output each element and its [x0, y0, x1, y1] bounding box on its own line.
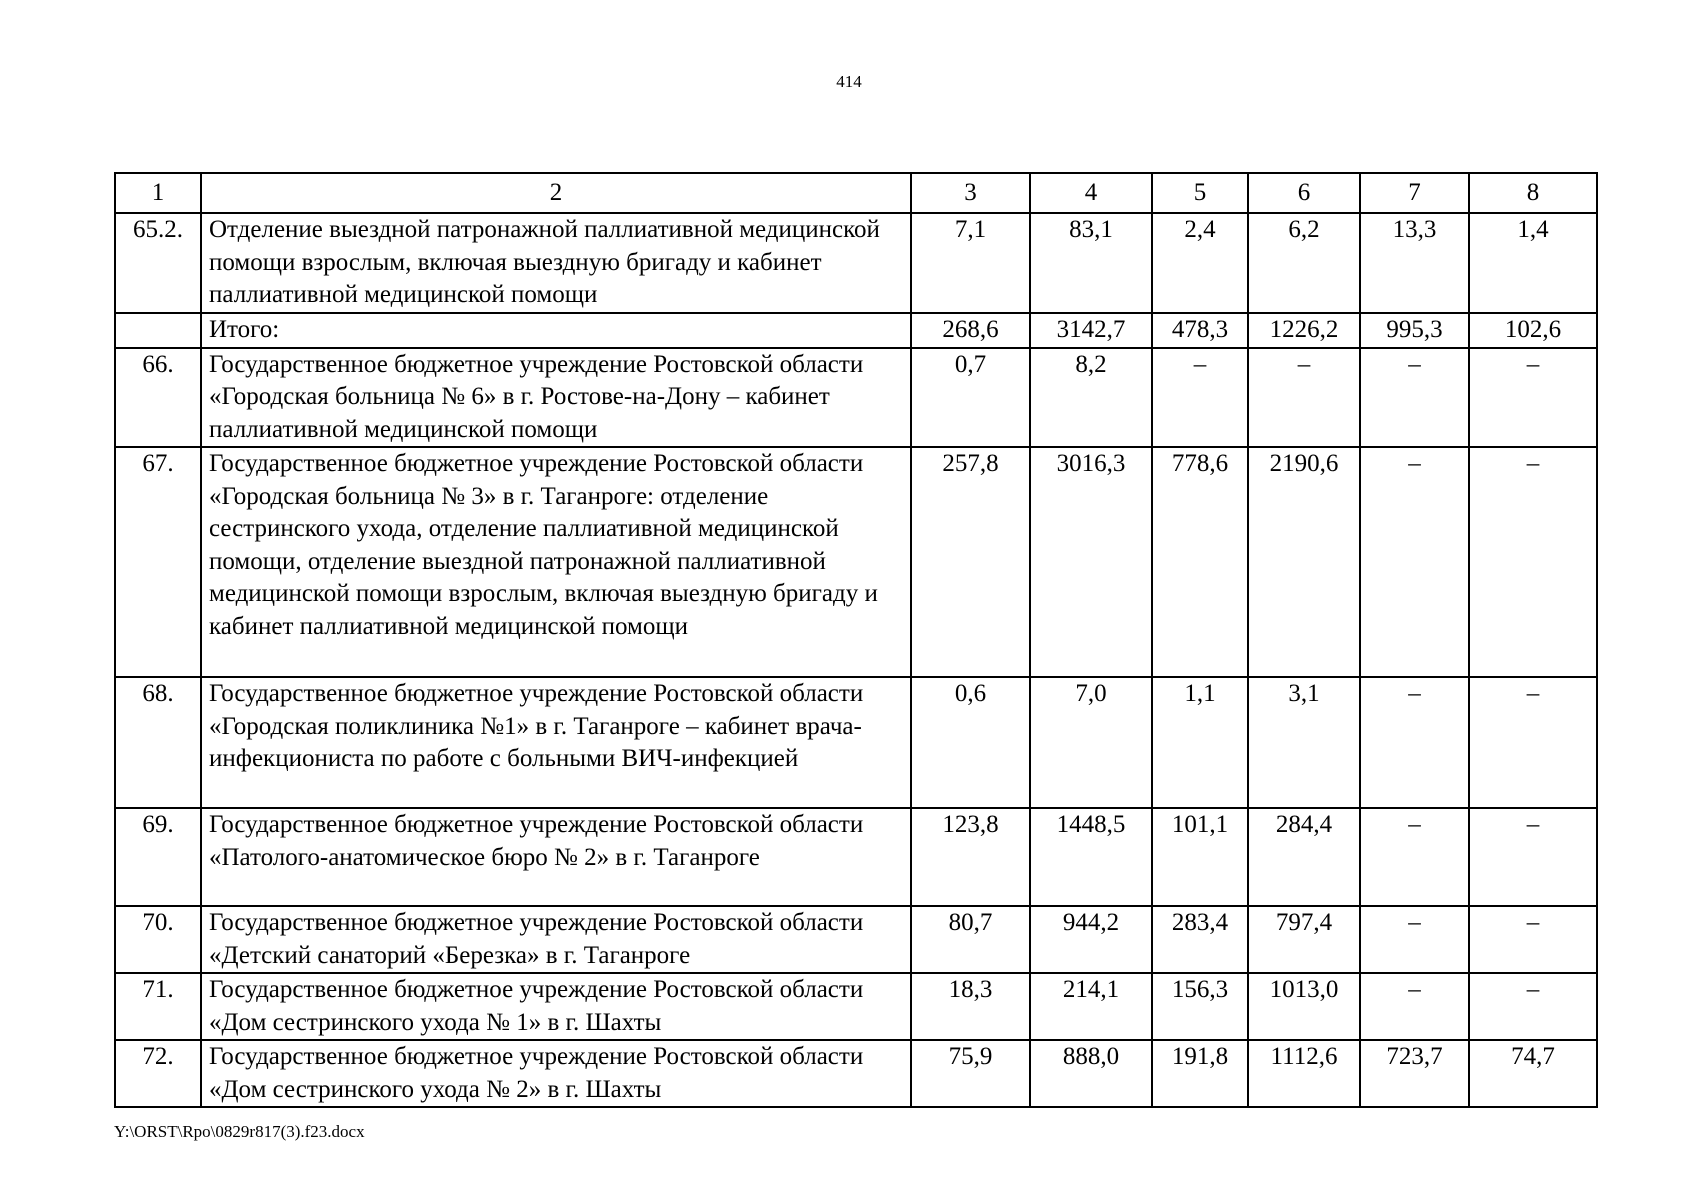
row-name: Отделение выездной патронажной паллиативной медицинской помощи взрослым, включая выездную бригаду и кабинет паллиативной медицинской помощи — [201, 213, 911, 313]
value-cell: – — [1469, 808, 1597, 906]
row-number: 69. — [115, 808, 201, 906]
data-table — [114, 172, 1598, 1108]
value-cell: 1,1 — [1152, 677, 1248, 808]
row-number: 67. — [115, 447, 201, 677]
table-row — [115, 313, 1597, 348]
value-cell: 944,2 — [1030, 906, 1152, 973]
table-row — [115, 808, 1597, 906]
header-cell: 6 — [1248, 173, 1360, 213]
table-row — [115, 348, 1597, 448]
value-cell: 75,9 — [911, 1040, 1030, 1107]
value-cell: 7,0 — [1030, 677, 1152, 808]
value-cell: 778,6 — [1152, 447, 1248, 677]
footer-file-path: Y:\ORST\Rpo\0829r817(3).f23.docx — [114, 1122, 365, 1141]
value-cell: 1013,0 — [1248, 973, 1360, 1040]
value-cell: 797,4 — [1248, 906, 1360, 973]
value-cell: 102,6 — [1469, 313, 1597, 348]
value-cell: 123,8 — [911, 808, 1030, 906]
row-name: Государственное бюджетное учреждение Ростовской области «Дом сестринского ухода № 1» в г. Шахты — [201, 973, 911, 1040]
value-cell: 83,1 — [1030, 213, 1152, 313]
row-number: 70. — [115, 906, 201, 973]
page-number: 414 — [836, 72, 862, 91]
value-cell: 995,3 — [1360, 313, 1469, 348]
table-header-row — [115, 173, 1597, 213]
value-cell: 74,7 — [1469, 1040, 1597, 1107]
value-cell: – — [1469, 447, 1597, 677]
value-cell: 283,4 — [1152, 906, 1248, 973]
value-cell: 6,2 — [1248, 213, 1360, 313]
value-cell: – — [1360, 447, 1469, 677]
header-cell: 4 — [1030, 173, 1152, 213]
value-cell: 80,7 — [911, 906, 1030, 973]
value-cell: 3,1 — [1248, 677, 1360, 808]
value-cell: 478,3 — [1152, 313, 1248, 348]
value-cell: 1,4 — [1469, 213, 1597, 313]
row-number: 66. — [115, 348, 201, 448]
value-cell: – — [1469, 906, 1597, 973]
value-cell: 1112,6 — [1248, 1040, 1360, 1107]
value-cell: – — [1360, 348, 1469, 448]
row-number: 72. — [115, 1040, 201, 1107]
value-cell: 723,7 — [1360, 1040, 1469, 1107]
value-cell: 7,1 — [911, 213, 1030, 313]
value-cell: 888,0 — [1030, 1040, 1152, 1107]
value-cell: 1226,2 — [1248, 313, 1360, 348]
row-number — [115, 313, 201, 348]
row-number: 71. — [115, 973, 201, 1040]
value-cell: 13,3 — [1360, 213, 1469, 313]
value-cell: 101,1 — [1152, 808, 1248, 906]
header-cell: 3 — [911, 173, 1030, 213]
value-cell: – — [1469, 973, 1597, 1040]
value-cell: 284,4 — [1248, 808, 1360, 906]
header-cell: 8 — [1469, 173, 1597, 213]
value-cell: 214,1 — [1030, 973, 1152, 1040]
value-cell: 2190,6 — [1248, 447, 1360, 677]
value-cell: – — [1360, 808, 1469, 906]
value-cell: 1448,5 — [1030, 808, 1152, 906]
value-cell: – — [1152, 348, 1248, 448]
value-cell: – — [1248, 348, 1360, 448]
row-name: Государственное бюджетное учреждение Ростовской области «Дом сестринского ухода № 2» в г. Шахты — [201, 1040, 911, 1107]
header-cell: 7 — [1360, 173, 1469, 213]
value-cell: 3142,7 — [1030, 313, 1152, 348]
header-cell: 1 — [115, 173, 201, 213]
value-cell: – — [1360, 677, 1469, 808]
value-cell: – — [1360, 906, 1469, 973]
value-cell: 191,8 — [1152, 1040, 1248, 1107]
table-row — [115, 213, 1597, 313]
header-cell: 5 — [1152, 173, 1248, 213]
value-cell: 8,2 — [1030, 348, 1152, 448]
value-cell: 268,6 — [911, 313, 1030, 348]
row-name: Государственное бюджетное учреждение Ростовской области «Детский санаторий «Березка» в г. Таганроге — [201, 906, 911, 973]
row-name: Государственное бюджетное учреждение Ростовской области «Городская больница № 6» в г. Ростове-на-Дону – кабинет паллиативной медицинской помощи — [201, 348, 911, 448]
value-cell: 257,8 — [911, 447, 1030, 677]
table-row — [115, 677, 1597, 808]
value-cell: – — [1360, 973, 1469, 1040]
table-row — [115, 447, 1597, 677]
row-name: Итого: — [201, 313, 911, 348]
value-cell: 18,3 — [911, 973, 1030, 1040]
value-cell: 3016,3 — [1030, 447, 1152, 677]
row-number: 65.2. — [115, 213, 201, 313]
value-cell: 0,6 — [911, 677, 1030, 808]
table-row — [115, 973, 1597, 1040]
value-cell: 156,3 — [1152, 973, 1248, 1040]
header-cell: 2 — [201, 173, 911, 213]
row-number: 68. — [115, 677, 201, 808]
table-row — [115, 1040, 1597, 1107]
value-cell: 2,4 — [1152, 213, 1248, 313]
value-cell: – — [1469, 348, 1597, 448]
value-cell: – — [1469, 677, 1597, 808]
row-name: Государственное бюджетное учреждение Ростовской области «Городская поликлиника №1» в г. Таганроге – кабинет врача-инфекциониста по работе с больными ВИЧ-инфекцией — [201, 677, 911, 808]
row-name: Государственное бюджетное учреждение Ростовской области «Городская больница № 3» в г. Таганроге: отделение сестринского ухода, отделение паллиативной медицинской помощи, отделение выездной патронажной паллиативной медицинской помощи взрослым, включая выездную бригаду и кабинет паллиативной медицинской помощи — [201, 447, 911, 677]
row-name: Государственное бюджетное учреждение Ростовской области «Патолого-анатомическое бюро № 2» в г. Таганроге — [201, 808, 911, 906]
value-cell: 0,7 — [911, 348, 1030, 448]
table-row — [115, 906, 1597, 973]
